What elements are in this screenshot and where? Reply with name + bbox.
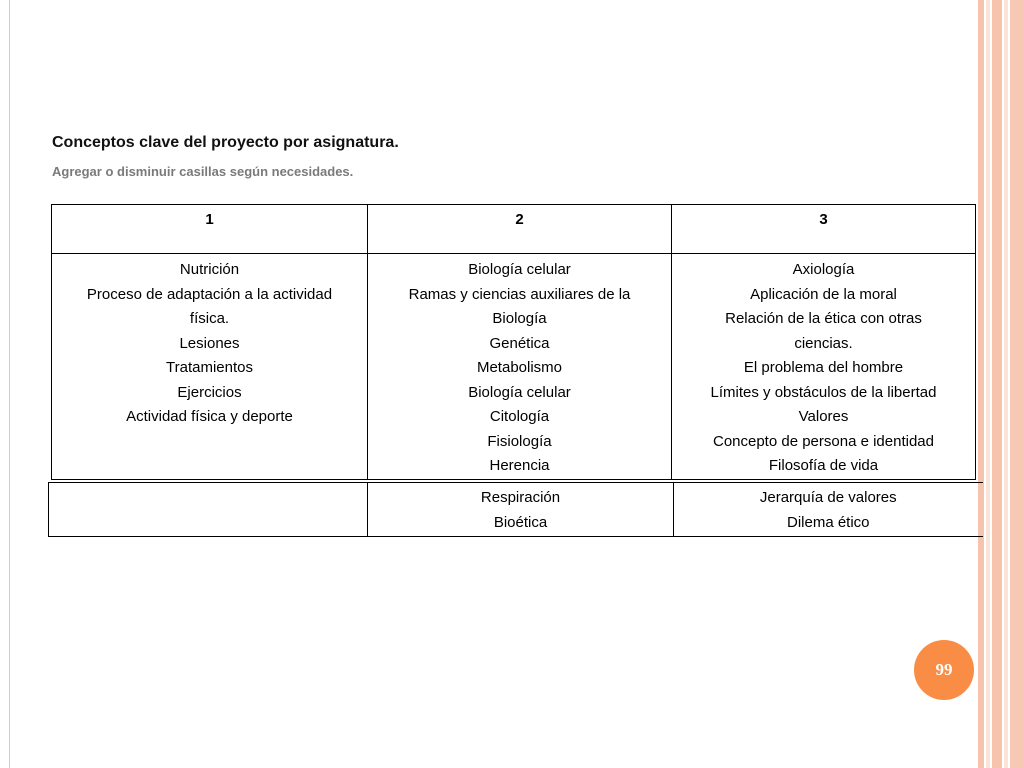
right-stripes-decoration	[978, 0, 1024, 768]
extra-cell-2	[368, 483, 674, 537]
page-subtitle: Agregar o disminuir casillas según necesidades.	[52, 164, 354, 179]
concept-item: El problema del hombre	[743, 359, 904, 376]
concept-item: Biología	[492, 310, 547, 327]
extra-concepts-table	[48, 482, 983, 537]
table-row	[49, 483, 983, 537]
table-row	[52, 254, 976, 480]
concept-item: Relación de la ética con otras	[725, 310, 922, 327]
concept-item: Respiración	[480, 489, 561, 506]
concept-item: Metabolismo	[476, 359, 563, 376]
table-header-cell: 1	[52, 205, 368, 254]
concept-item: Axiología	[792, 261, 855, 278]
table-header-cell: 2	[368, 205, 672, 254]
concept-item: Límites y obstáculos de la libertad	[710, 383, 937, 401]
concept-item: Jerarquía de valores	[759, 489, 897, 506]
concept-item: Dilema ético	[786, 513, 870, 531]
page-title: Conceptos clave del proyecto por asignatura.	[52, 134, 399, 151]
concept-item: Nutrición	[179, 261, 240, 278]
table-header-row	[52, 205, 976, 254]
concept-item: Concepto de persona e identidad	[712, 432, 934, 450]
column-cell-1	[52, 254, 368, 480]
concept-item: Valores	[798, 408, 849, 425]
left-edge-decoration	[0, 0, 10, 768]
extra-cell-1	[49, 483, 368, 537]
column-cell-3	[672, 254, 976, 480]
concept-item: Herencia	[489, 457, 550, 474]
concept-item: Lesiones	[179, 334, 240, 352]
concept-item: Actividad física y deporte	[126, 408, 293, 425]
concept-item: Biología celular	[468, 383, 571, 401]
column-cell-2	[368, 254, 672, 480]
concept-item: Filosofía de vida	[768, 457, 879, 474]
concept-item: Biología celular	[468, 261, 571, 278]
concept-item: Genética	[489, 334, 550, 352]
concept-item: Proceso de adaptación a la actividad	[86, 285, 333, 303]
concept-item: Aplicación de la moral	[750, 285, 897, 303]
concept-item: física.	[189, 310, 230, 327]
concept-item: Ramas y ciencias auxiliares de la	[408, 285, 631, 303]
page-number-badge: 99	[914, 640, 974, 700]
concepts-table	[51, 204, 976, 480]
table-header-cell: 3	[672, 205, 976, 254]
concept-item: ciencias.	[794, 334, 853, 352]
concept-item: Citología	[489, 408, 550, 425]
concept-item: Ejercicios	[177, 383, 242, 401]
concept-item: Tratamientos	[166, 359, 253, 376]
concept-item: Bioética	[493, 513, 548, 531]
concept-item: Fisiología	[487, 432, 552, 450]
extra-cell-3	[674, 483, 983, 537]
